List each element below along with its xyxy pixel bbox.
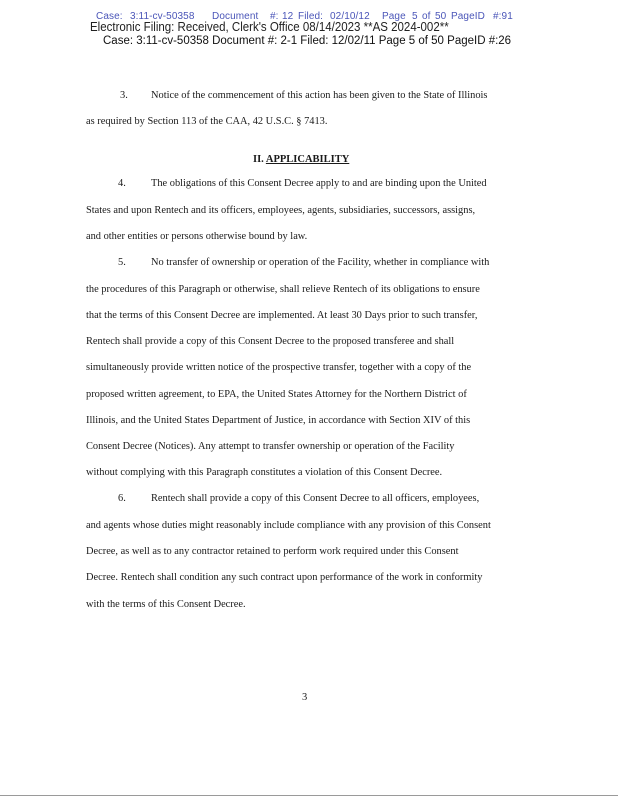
paragraph-3-line: Notice of the commencement of this action has been given to the State of Illinois <box>151 90 488 101</box>
paragraph-5-line: proposed written agreement, to EPA, the United States Attorney for the Northern District of <box>86 389 467 400</box>
paragraph-6-line: with the terms of this Consent Decree. <box>86 599 246 610</box>
stamp-page-label: Page <box>382 11 406 22</box>
paragraph-6-line: Rentech shall provide a copy of this Consent Decree to all officers, employees, <box>151 493 480 504</box>
paragraph-6-line: Decree, as well as to any contractor retained to perform work required under this Consent <box>86 546 459 557</box>
section-title: APPLICABILITY <box>265 154 350 165</box>
paragraph-4-number: 4. <box>118 178 126 189</box>
paragraph-3-line: as required by Section 113 of the CAA, 42 U.S.C. § 7413. <box>86 116 328 127</box>
paragraph-4-line: States and upon Rentech and its officers, employees, agents, subsidiaries, successors, assigns, <box>86 205 476 216</box>
paragraph-4-line: The obligations of this Consent Decree apply to and are binding upon the United <box>151 178 487 189</box>
stamp-document-label: Document <box>212 11 259 22</box>
section-numeral: II. <box>253 154 264 165</box>
stamp-total-pages: 50 <box>435 11 447 22</box>
page-edge-divider <box>0 795 618 796</box>
paragraph-6-number: 6. <box>118 493 126 504</box>
paragraph-5-line: No transfer of ownership or operation of the Facility, whether in compliance with <box>151 257 490 268</box>
section-heading <box>253 154 349 165</box>
paragraph-5-line: that the terms of this Consent Decree are implemented. At least 30 Days prior to such transfer, <box>86 310 478 321</box>
paragraph-4-line: and other entities or persons otherwise bound by law. <box>86 231 308 242</box>
paragraph-5-line: Rentech shall provide a copy of this Consent Decree to the proposed transferee and shall <box>86 336 455 347</box>
paragraph-5-line: the procedures of this Paragraph or otherwise, shall relieve Rentech of its obligations to ensure <box>86 284 480 295</box>
stamp-doc-hash: #: <box>270 11 279 22</box>
paragraph-5-line: simultaneously provide written notice of the prospective transfer, together with a copy of the <box>86 362 472 373</box>
stamp-doc-number: 12 <box>282 11 294 22</box>
stamp-pageid: #:91 <box>493 11 513 22</box>
stamp-case-label: Case: <box>96 11 123 22</box>
paragraph-5-line: Consent Decree (Notices). Any attempt to transfer ownership or operation of the Facility <box>86 441 455 452</box>
stamp-filed-date: 02/10/12 <box>330 11 370 22</box>
paragraph-6-line: and agents whose duties might reasonably include compliance with any provision of this Consent <box>86 520 491 531</box>
page-number: 3 <box>302 692 308 703</box>
paragraph-5-line: Illinois, and the United States Department of Justice, in accordance with Section XIV of this <box>86 415 471 426</box>
stamp-pageid-label: PageID <box>451 11 485 22</box>
paragraph-6-line: Decree. Rentech shall condition any such contract upon performance of the work in conformity <box>86 572 483 583</box>
stamp-case-number: 3:11-cv-50358 <box>130 11 195 22</box>
electronic-filing-notice: Electronic Filing: Received, Clerk's Office 08/14/2023 **AS 2024-002** <box>90 20 449 34</box>
paragraph-3-number: 3. <box>120 90 128 101</box>
paragraph-5-number: 5. <box>118 257 126 268</box>
case-header: Case: 3:11-cv-50358 Document #: 2-1 Filed: 12/02/11 Page 5 of 50 PageID #:26 <box>103 35 512 47</box>
stamp-of: of <box>422 11 431 22</box>
stamp-filed-label: Filed: <box>298 11 324 22</box>
paragraph-5-line: without complying with this Paragraph constitutes a violation of this Consent Decree. <box>86 467 443 478</box>
stamp-page-number: 5 <box>412 11 418 22</box>
